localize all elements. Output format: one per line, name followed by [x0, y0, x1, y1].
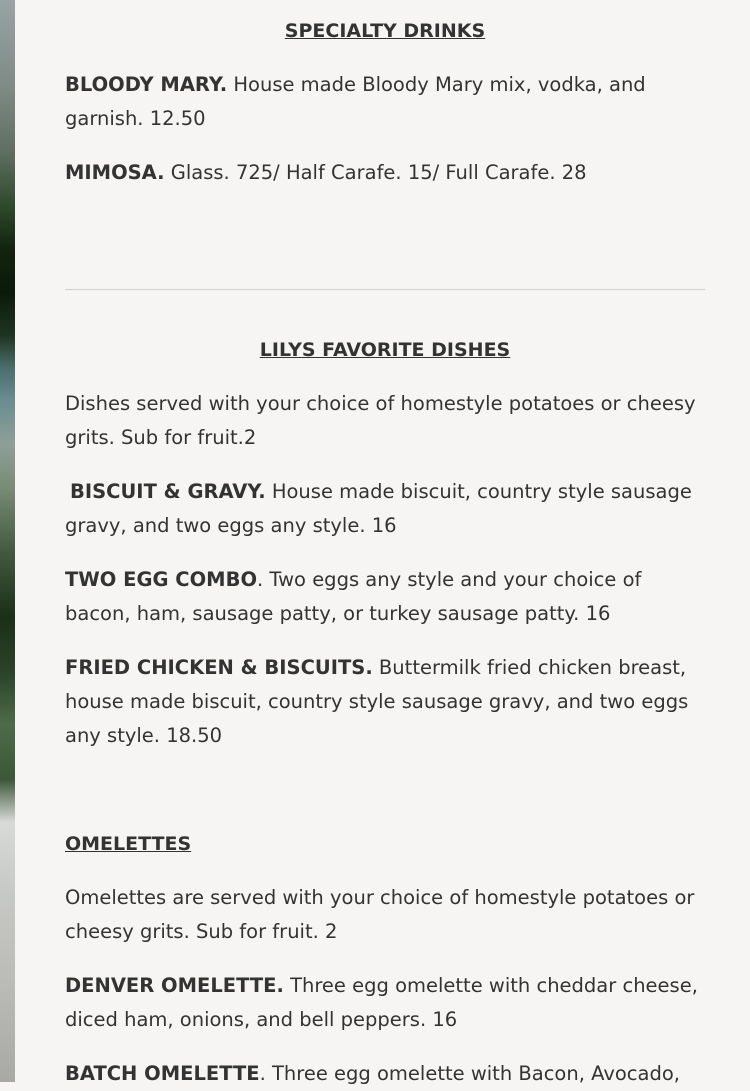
item-name: FRIED CHICKEN & BISCUITS. — [65, 656, 373, 679]
omelettes-heading: OMELETTES — [65, 833, 192, 855]
item-description: Buttermilk fried chicken breast, house made biscuit, country style sausage gravy, and two eggs any style. 18.50 — [65, 656, 689, 747]
favorites-section — [65, 337, 705, 363]
item-name: BATCH OMELETTE — [65, 1062, 260, 1085]
item-name: BISCUIT & GRAVY. — [70, 480, 266, 503]
two-egg-combo-item — [65, 563, 705, 631]
fried-chicken-biscuits-item — [65, 651, 705, 753]
item-description: House made Bloody Mary mix, vodka, and garnish. 12.50 — [65, 73, 646, 130]
item-name: DENVER OMELETTE. — [65, 974, 284, 997]
biscuit-gravy-item — [65, 475, 705, 543]
omelettes-section — [65, 831, 705, 857]
omelettes-intro — [65, 881, 705, 949]
item-description: Three egg omelette with cheddar cheese, diced ham, onions, and bell peppers. 16 — [65, 974, 698, 1031]
item-description: House made biscuit, country style sausage gravy, and two eggs any style. 16 — [65, 480, 692, 537]
background-photo-strip — [0, 0, 15, 1082]
favorites-heading: LILYS FAVORITE DISHES — [259, 339, 511, 361]
item-description: Glass. 725/ Half Carafe. 15/ Full Carafe. 28 — [164, 161, 587, 184]
section-divider — [65, 289, 705, 290]
favorites-intro — [65, 387, 705, 455]
favorites-intro-text: Dishes served with your choice of homestyle potatoes or cheesy grits. Sub for fruit.2 — [65, 392, 696, 449]
specialty-drinks-heading: SPECIALTY DRINKS — [284, 20, 486, 42]
specialty-drinks-section — [65, 18, 705, 44]
item-description: . Two eggs any style and your choice of bacon, ham, sausage patty, or turkey sausage patty. 16 — [65, 568, 642, 625]
denver-omelette-item — [65, 969, 705, 1037]
omelettes-intro-text: Omelettes are served with your choice of homestyle potatoes or cheesy grits. Sub for fruit. 2 — [65, 886, 695, 943]
item-name: TWO EGG COMBO — [65, 568, 258, 591]
item-name: MIMOSA. — [65, 161, 165, 184]
mimosa-item — [65, 156, 705, 190]
item-description: . Three egg omelette with Bacon, Avocado, — [259, 1062, 680, 1085]
item-name: BLOODY MARY. — [65, 73, 228, 96]
batch-omelette-item — [65, 1057, 705, 1091]
bloody-mary-item — [65, 68, 705, 136]
menu-page — [15, 0, 750, 1085]
